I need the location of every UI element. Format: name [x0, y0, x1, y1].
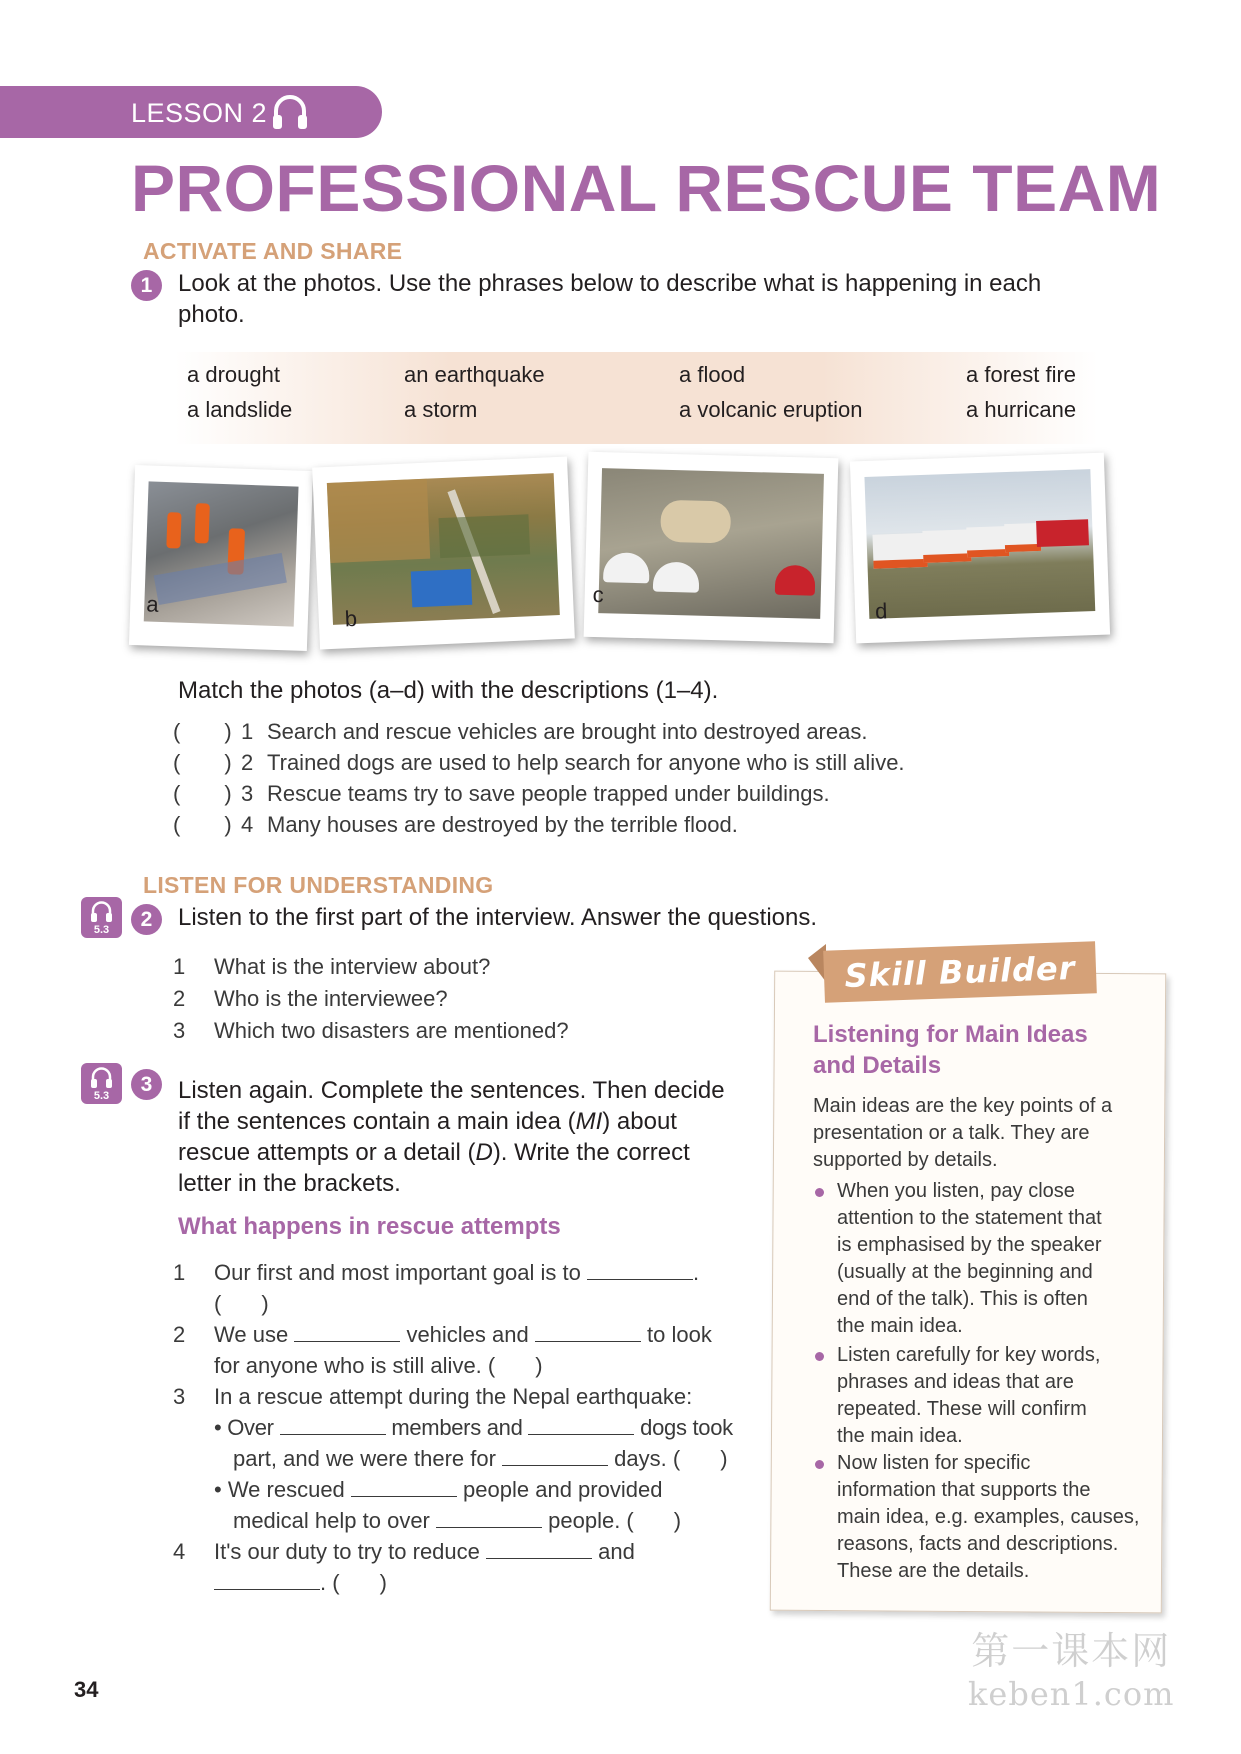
description-item: ( ) 2 Trained dogs are used to help search for anyone who is still alive.	[173, 750, 905, 775]
task3-instruction: Listen again. Complete the sentences. Then decide if the sentences contain a main idea (MI) about rescue attempts or a detail (D). Write the correct letter in the brackets.	[178, 1077, 725, 1197]
photo-label: c	[592, 581, 605, 608]
track-number: 5.3	[93, 924, 110, 936]
description-item: ( ) 4 Many houses are destroyed by the terrible flood.	[173, 812, 738, 837]
lesson-label: LESSON 2	[131, 98, 268, 128]
headphones-icon	[270, 93, 310, 131]
exercise-number: 3	[173, 1384, 186, 1409]
exercise-number: 1	[173, 1260, 186, 1285]
exercise-number: 4	[173, 1539, 186, 1564]
exercise-bullet-2-cont: medical help to over people. ( )	[233, 1508, 682, 1533]
exercise-item-4-cont: . ( )	[214, 1567, 387, 1598]
question-item: 2 Who is the interviewee?	[173, 986, 448, 1011]
bullet-dot	[815, 1460, 824, 1469]
track-number: 5.3	[93, 1090, 110, 1102]
exercise-item-2-cont: for anyone who is still alive. ( )	[214, 1353, 543, 1378]
answer-blank[interactable]	[436, 1508, 542, 1528]
phrase: a volcanic eruption	[679, 397, 863, 422]
exercise-item-3: In a rescue attempt during the Nepal earthquake:	[214, 1384, 693, 1409]
skill-builder-bullet: When you listen, pay close attention to the statement that is emphasised by the speaker (usually at the beginning and end of the talk). This is often the main idea.	[813, 1178, 1143, 1340]
rescue-dog-photo	[598, 468, 824, 619]
task1-instruction: Look at the photos. Use the phrases below to describe what is happening in each photo.	[178, 270, 1042, 328]
watermark: 第一课本网 keben1.com	[968, 1629, 1175, 1713]
photo-label: a	[145, 591, 160, 617]
section-heading-activate: ACTIVATE AND SHARE	[143, 238, 403, 264]
skill-builder-bullet: Now listen for specific information that supports the main idea, e.g. examples, causes, reasons, facts and descriptions. These are the details.	[813, 1450, 1143, 1585]
exercise-bullet-1: • Over members and dogs took	[214, 1415, 733, 1440]
answer-blank[interactable]	[535, 1322, 641, 1342]
bullet-dot	[815, 1352, 824, 1361]
answer-blank[interactable]	[486, 1539, 592, 1559]
photo-b	[312, 457, 575, 650]
earthquake-rescue-photo	[144, 481, 299, 626]
task-number-3: 3	[131, 1069, 162, 1100]
question-item: 1 What is the interview about?	[173, 954, 491, 979]
phrase: an earthquake	[404, 362, 545, 387]
exercise-number: 2	[173, 1322, 186, 1347]
answer-blank[interactable]	[502, 1446, 608, 1466]
phrase: a landslide	[187, 397, 293, 422]
match-heading: Match the photos (a–d) with the descriptions (1–4).	[178, 677, 719, 704]
exercise-item-4: It's our duty to try to reduce and	[214, 1539, 635, 1564]
exercise-bullet-2: • We rescued people and provided	[214, 1477, 663, 1502]
task2-instruction: Listen to the first part of the interview. Answer the questions.	[178, 904, 818, 931]
rescue-vehicles-photo	[864, 469, 1095, 619]
page-number: 34	[74, 1677, 99, 1702]
phrase: a forest fire	[966, 362, 1077, 387]
audio-track-badge[interactable]	[81, 897, 122, 938]
answer-blank[interactable]	[587, 1260, 693, 1280]
phrase: a hurricane	[966, 397, 1077, 422]
photo-c	[584, 452, 839, 643]
task-number-1: 1	[131, 270, 162, 301]
photo-label: b	[344, 605, 358, 632]
skill-builder-intro: Main ideas are the key points of a presentation or a talk. They are supported by details.	[813, 1095, 1113, 1171]
skill-builder-ribbon: Skill Builder	[823, 941, 1097, 1002]
description-item: ( ) 1 Search and rescue vehicles are brought into destroyed areas.	[173, 719, 868, 744]
exercise-item-2: We use vehicles and to look	[214, 1322, 712, 1347]
task-number-2: 2	[131, 904, 162, 935]
phrase-box	[175, 352, 1098, 444]
phrase: a storm	[404, 397, 478, 422]
exercise-item-1: Our first and most important goal is to .	[214, 1260, 700, 1285]
flood-aerial-photo	[327, 473, 560, 625]
answer-blank[interactable]	[351, 1477, 457, 1497]
answer-blank[interactable]	[280, 1415, 386, 1435]
question-item: 3 Which two disasters are mentioned?	[173, 1018, 569, 1043]
answer-blank[interactable]	[294, 1322, 400, 1342]
answer-blank[interactable]	[528, 1415, 634, 1435]
page-title: PROFESSIONAL RESCUE TEAM	[131, 151, 1162, 225]
exercise-bullet-1-cont: part, and we were there for days. ( )	[233, 1446, 728, 1471]
exercise-subheading: What happens in rescue attempts	[178, 1213, 561, 1240]
description-item: ( ) 3 Rescue teams try to save people trapped under buildings.	[173, 781, 830, 806]
answer-blank[interactable]	[214, 1570, 320, 1590]
section-heading-listen: LISTEN FOR UNDERSTANDING	[143, 872, 494, 898]
headphones-icon	[90, 1066, 113, 1088]
photo-label: d	[874, 598, 888, 624]
exercise-bracket[interactable]: ( )	[214, 1291, 269, 1316]
headphones-icon	[90, 900, 113, 922]
photo-d	[850, 453, 1110, 644]
lesson-tab	[0, 86, 382, 138]
phrase: a flood	[679, 362, 746, 387]
audio-track-badge[interactable]	[81, 1063, 122, 1104]
phrase: a drought	[187, 362, 280, 387]
bullet-dot	[815, 1188, 824, 1197]
skill-builder-title: Listening for Main Ideas and Details	[813, 1021, 1088, 1079]
photo-a	[129, 465, 313, 651]
skill-builder-bullet: Listen carefully for key words, phrases and ideas that are repeated. These will confirm the main idea.	[813, 1342, 1143, 1450]
